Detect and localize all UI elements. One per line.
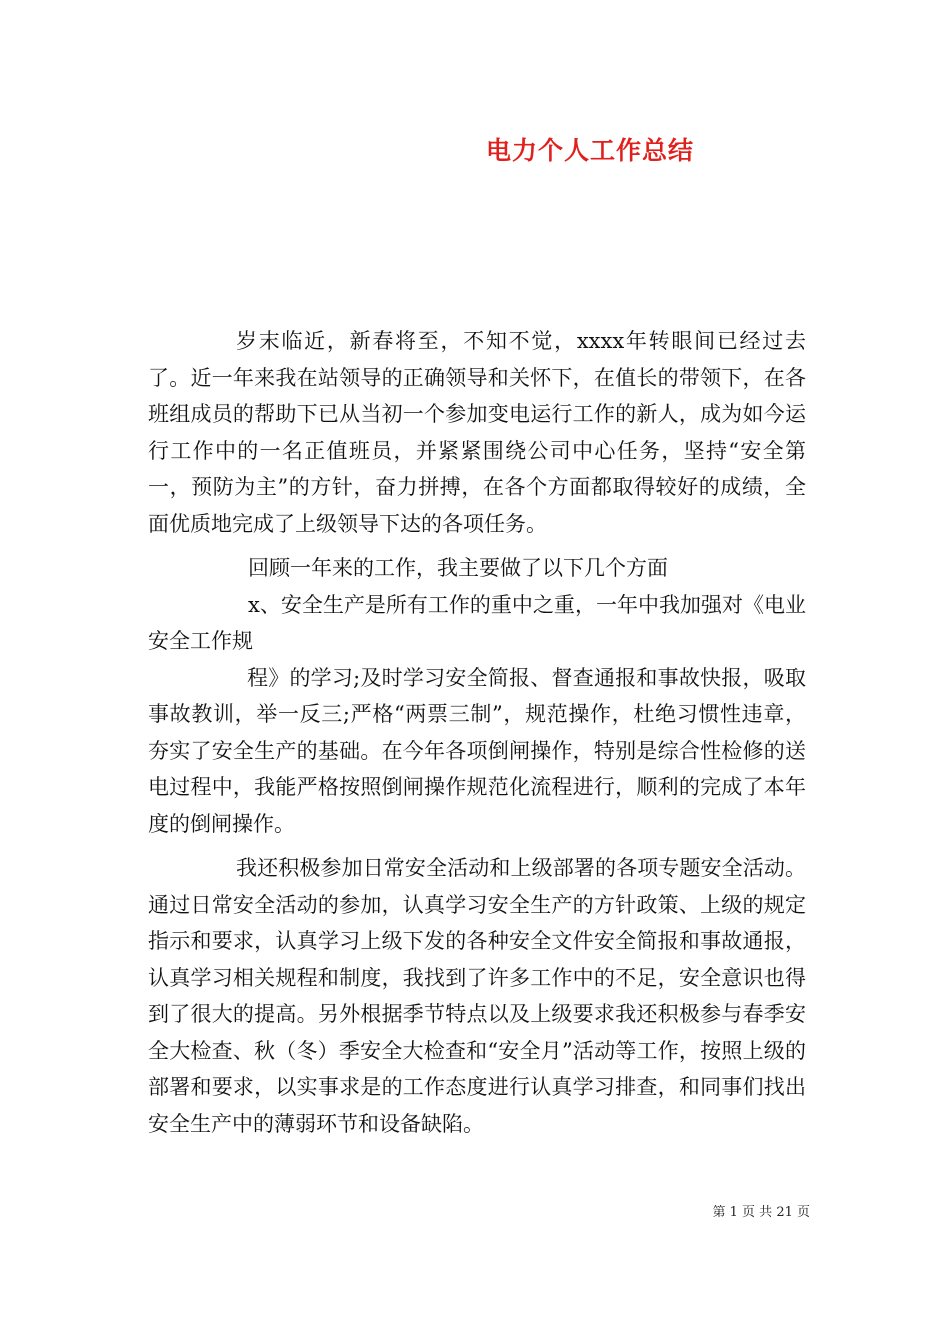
- paragraph-safety-heading: x、安全生产是所有工作的重中之重，一年中我加强对《电业安全工作规: [148, 592, 806, 653]
- document-body: [148, 323, 806, 1142]
- paragraph-intro: 岁末临近，新春将至，不知不觉，xxxx年转眼间已经过去了。近一年来我在站领导的正确领导和关怀下，在值长的带领下，在各班组成员的帮助下已从当初一个参加变电运行工作的新人，成为如今运行工作中的一名正值班员，并紧紧围绕公司中心任务，坚持“安全第一，预防为主”的方针，奋力拼搏，在各个方面都取得较好的成绩，全面优质地完成了上级领导下达的各项任务。: [148, 329, 806, 536]
- paragraph-activities: 我还积极参加日常安全活动和上级部署的各项专题安全活动。通过日常安全活动的参加，认真学习安全生产的方针政策、上级的规定指示和要求，认真学习上级下发的各种安全文件安全简报和事故通报，认真学习相关规程和制度，我找到了许多工作中的不足，安全意识也得到了很大的提高。另外根据季节特点以及上级要求我还积极参与春季安全大检查、秋（冬）季安全大检查和“安全月”活动等工作，按照上级的部署和要求，以实事求是的工作态度进行认真学习排查，和同事们找出安全生产中的薄弱环节和设备缺陷。: [148, 856, 806, 1136]
- page-number: 第 1 页 共 21 页: [712, 1205, 810, 1220]
- document-title: 电力个人工作总结: [485, 136, 694, 165]
- paragraph-review: 回顾一年来的工作，我主要做了以下几个方面: [248, 556, 668, 580]
- paragraph-safety-body: 程》的学习;及时学习安全简报、督查通报和事故快报，吸取事故教训，举一反三;严格“两票三制”，规范操作，杜绝习惯性违章，夯实了安全生产的基础。在今年各项倒闸操作，特别是综合性检修的送电过程中，我能严格按照倒闸操作规范化流程进行，顺利的完成了本年度的倒闸操作。: [148, 665, 806, 836]
